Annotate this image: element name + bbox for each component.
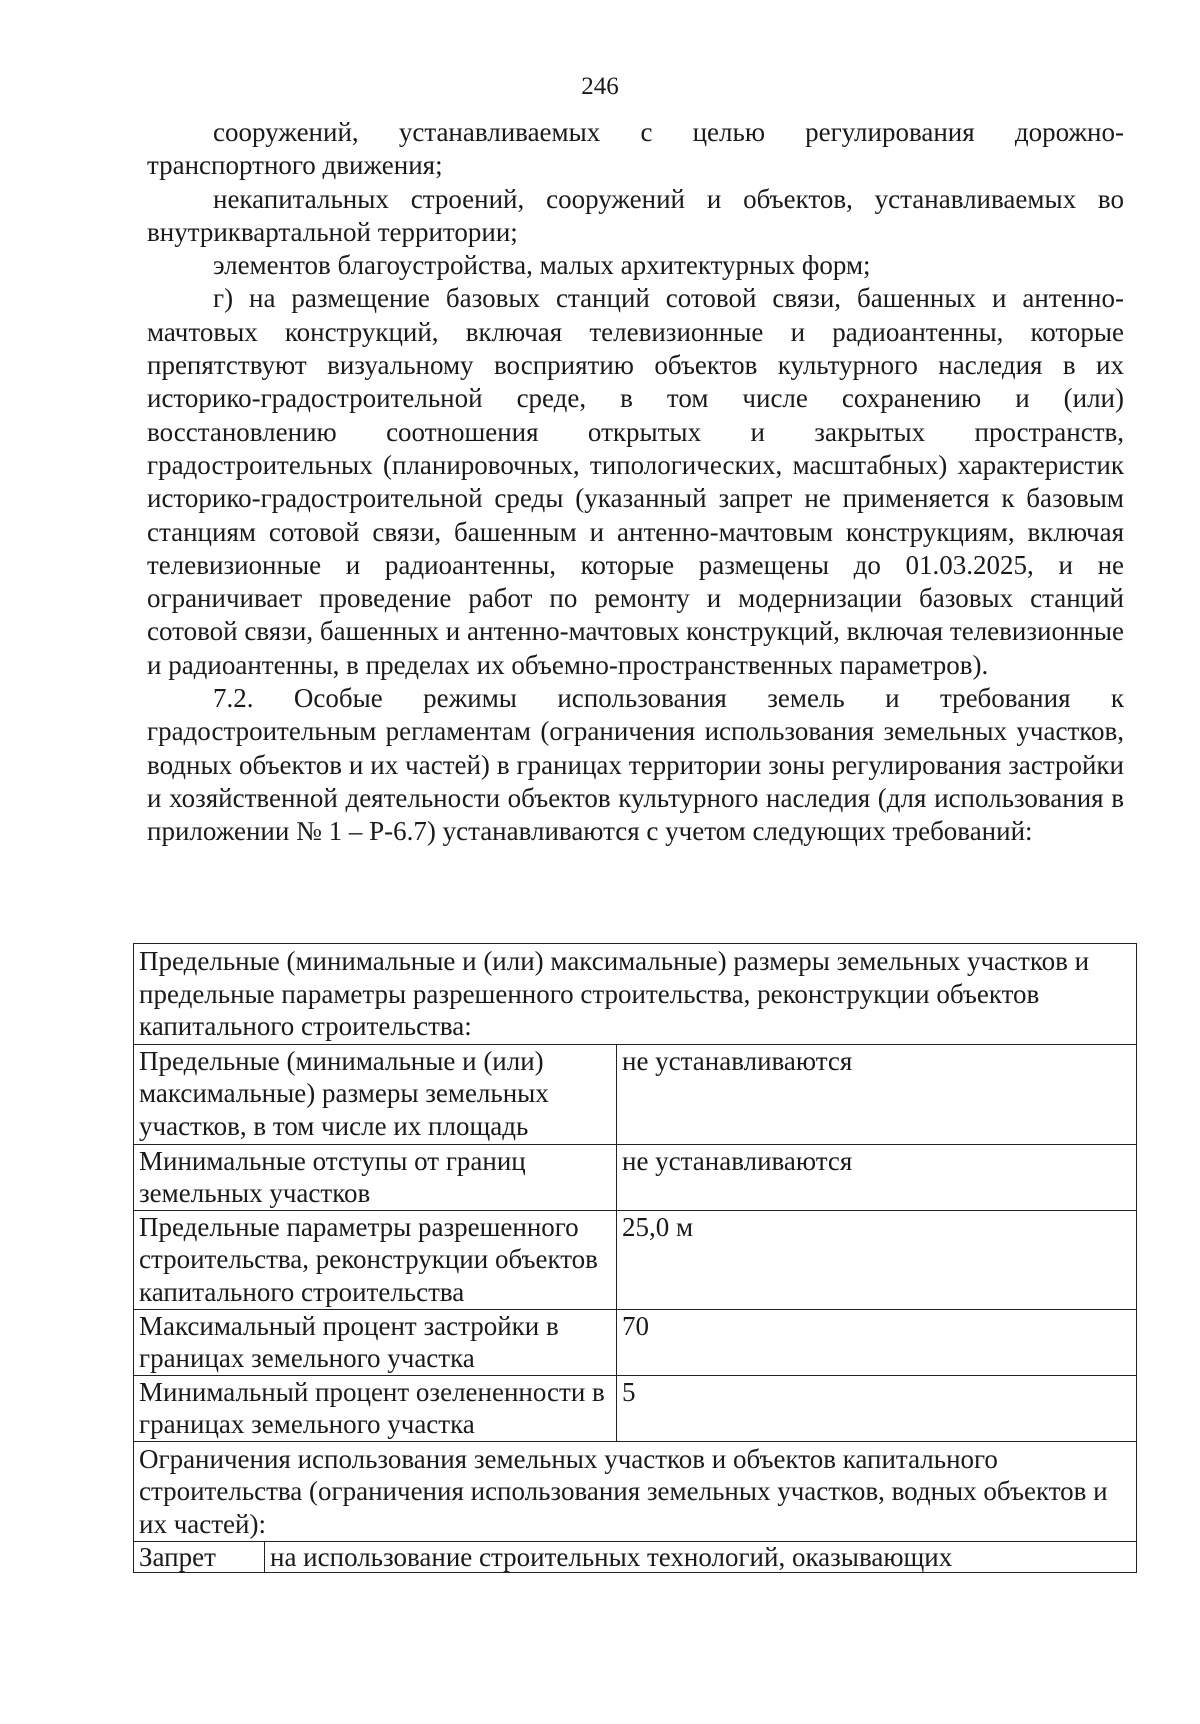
table-cell-label: Минимальный процент озелененности в границах земельного участка xyxy=(134,1375,617,1441)
table-cell-value: 70 xyxy=(617,1309,1137,1375)
table-row xyxy=(134,1375,1137,1441)
table-row xyxy=(134,1144,1137,1210)
table-cell-value: 5 xyxy=(617,1375,1137,1441)
table-section-header-limits: Предельные (минимальные и (или) максимальные) размеры земельных участков и предельные параметры разрешенного строительства, реконструкции объектов капитального строительства: xyxy=(134,944,1137,1045)
table-cell-label: Предельные (минимальные и (или) максимальные) размеры земельных участков, в том числе их площадь xyxy=(134,1044,617,1144)
paragraph-cell-stations: г) на размещение базовых станций сотовой связи, башенных и антенно-мачтовых конструкций, включая телевизионные и радиоантенны, которые препятствуют визуальному восприятию объектов культурного наследия в их историко-градостроительной среде, в том числе сохранению и (или) восстановлению соотношения открытых и закрытых пространств, градостроительных (планировочных, типологических, масштабных) характеристик историко-градостроительной среды (указанный запрет не применяется к базовым станциям сотовой связи, башенным и антенно-мачтовым конструкциям, включая телевизионные и радиоантенны, которые размещены до 01.03.2025, и не ограничивает проведение работ по ремонту и модернизации базовых станций сотовой связи, башенных и антенно-мачтовых конструкций, включая телевизионные и радиоантенны, в пределах их объемно-пространственных параметров). xyxy=(147,283,1124,680)
table-section-header-row xyxy=(134,944,1137,1045)
table-row xyxy=(134,1309,1137,1375)
table-cell-label: Минимальные отступы от границ земельных участков xyxy=(134,1144,617,1210)
paragraph-road-structures: сооружений, устанавливаемых с целью регулирования дорожно-транспортного движения; xyxy=(147,117,1124,181)
document-body xyxy=(147,116,1124,849)
table-cell-value: не устанавливаются xyxy=(617,1144,1137,1210)
paragraph-temporary-buildings: некапитальных строений, сооружений и объектов, устанавливаемых во внутриквартальной территории; xyxy=(147,183,1124,247)
table-row xyxy=(134,1210,1137,1309)
paragraph-landscaping: элементов благоустройства, малых архитектурных форм; xyxy=(213,250,871,281)
table-cell-value: не устанавливаются xyxy=(617,1044,1137,1144)
table-row xyxy=(134,1542,1137,1573)
table-cell-label: Максимальный процент застройки в границах земельного участка xyxy=(134,1309,617,1375)
paragraph-section-7-2: 7.2. Особые режимы использования земель и требования к градостроительным регламентам (ограничения использования земельных участков, водных объектов и их частей) в границах территории зоны регулирования застройки и хозяйственной деятельности объектов культурного наследия (для использования в приложении № 1 – Р-6.7) устанавливаются с учетом следующих требований: xyxy=(147,683,1124,847)
table-cell-label: Предельные параметры разрешенного строительства, реконструкции объектов капитального строительства xyxy=(134,1210,617,1309)
table-cell-ban-label: Запрет xyxy=(134,1542,265,1573)
page-number: 246 xyxy=(581,73,619,100)
regulations-table xyxy=(133,943,1137,1573)
table-section-header-row xyxy=(134,1441,1137,1542)
table-cell-value: 25,0 м xyxy=(617,1210,1137,1309)
table-section-header-restrictions: Ограничения использования земельных участков и объектов капитального строительства (ограничения использования земельных участков, водных объектов и их частей): xyxy=(134,1441,1137,1542)
table-row xyxy=(134,1044,1137,1144)
table-cell-ban-value: на использование строительных технологий, оказывающих xyxy=(265,1542,1137,1573)
